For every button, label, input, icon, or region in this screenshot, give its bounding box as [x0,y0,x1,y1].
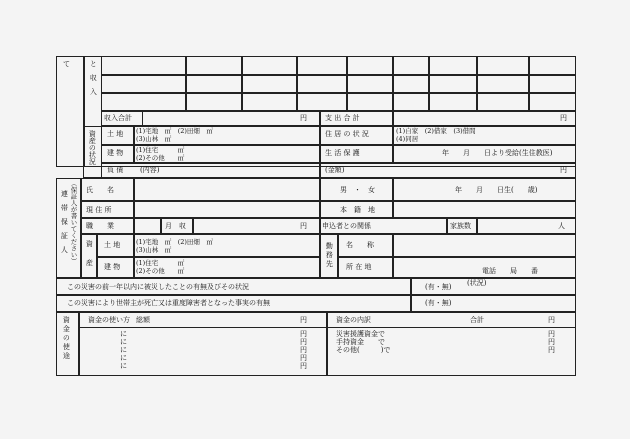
assets-building-options: (1)住宅 ㎡ (2)その他 ㎡ [136,146,185,163]
expense-total-divider [392,111,394,126]
question-1-divider [410,278,412,295]
funds-left-yen: 円 [300,338,307,346]
funds-right-row: 手持資金 で [336,338,385,346]
income-vertical-label: と収入 [89,60,98,102]
income-total-label: 収入合計 [104,114,132,122]
guarantor-family-person: 人 [558,222,565,230]
question-1-answer: (有・無) [425,283,452,291]
guarantor-birth: 年 月 日生( 歳) [455,186,538,194]
guarantor-relation-label: 申込者との関係 [322,222,371,230]
assets-label-divider [133,126,135,163]
guarantor-relation-divider [446,218,448,234]
assets-building-label: 建 物 [107,149,124,157]
guarantor-income-yen: 円 [300,222,307,230]
guarantor-address-label: 現 住 所 [86,206,112,214]
expense-total-yen: 円 [560,114,567,122]
guarantor-address-row [80,201,576,218]
funds-left-row: に [120,362,127,370]
funds-usage-label: 資金の使い方 [88,316,130,324]
guarantor-building-options: (1)住宅 ㎡ (2)その他 ㎡ [136,259,185,276]
guarantor-family-divider [476,218,478,234]
question-2-answer: (有・無) [425,299,452,307]
assets-land-label: 土 地 [107,130,124,138]
guarantor-work-name: 名 称 [346,241,374,249]
guarantor-domicile-label: 本 籍 地 [340,206,375,214]
debt-content: (内容) [140,166,160,174]
residence-options: (1)自家 (2)借家 (3)借間 (4)同居 [396,127,476,144]
funds-sum-label: 合計 [470,316,484,324]
funds-left-row: に [120,346,127,354]
income-side-label: て [63,60,70,68]
assets-land-options: (1)宅地 ㎡ (2)田畑 ㎡ (3)山林 ㎡ [136,127,213,144]
question-2-divider [410,295,412,312]
debt-label: 負 債 [107,166,124,174]
guarantor-assets-label: 資産 [85,240,94,278]
income-grid-col-4 [346,56,348,111]
welfare-value: 年 月 日より受給(生住教医) [442,149,553,157]
funds-right-yen: 円 [548,338,555,346]
income-total-yen: 円 [300,114,307,122]
income-grid-row-1 [101,74,576,76]
funds-right-yen: 円 [548,346,555,354]
funds-total-yen: 円 [300,316,307,324]
guarantor-work-addr: 所 在 地 [346,263,372,271]
guarantor-gender: 男 ・ 女 [340,186,375,194]
income-grid-col-8 [528,56,530,111]
assets-vertical-label: 資産の状況 [88,130,97,165]
residence-divider [392,126,394,163]
question-1-text: この災害の前一年以内に被災したことの有無及びその状況 [67,283,249,291]
funds-right-row: 災害援護資金で [336,330,385,338]
guarantor-job-label: 職 業 [86,222,114,230]
debt-yen: 円 [560,166,567,174]
income-grid-col-6 [428,56,430,111]
funds-left-row: に [120,338,127,346]
guarantor-assets-row-divider [96,256,319,258]
guarantor-income-label: 月 収 [165,222,186,230]
income-grid-col-5 [392,56,394,111]
guarantor-assets-label-divider [133,234,135,278]
funds-right-row: その他( )で [336,346,391,354]
funds-left-row: に [120,330,127,338]
guarantor-phone: 電話 局 番 [482,267,538,275]
residence-label: 住 居 の 状 況 [325,130,369,138]
income-grid [101,56,576,111]
welfare-label: 生 活 保 護 [325,149,360,157]
question-1-status: (状況) [467,279,487,287]
guarantor-land-label: 土 地 [104,241,121,249]
funds-vertical-label: 資金の使途 [62,316,71,361]
funds-left-row: に [120,354,127,362]
guarantor-income-divider [192,218,194,234]
guarantor-work-label: 勤務先 [325,242,334,269]
guarantor-vertical-label: 連帯保証人 [60,190,69,260]
guarantor-work-divider [319,234,321,278]
guarantor-work-row-divider [337,256,576,258]
expense-total-label: 支 出 合 計 [325,114,360,122]
guarantor-note: （保証人が書いてください） [69,180,78,265]
funds-left-yen: 円 [300,330,307,338]
income-grid-col-2 [241,56,243,111]
funds-total-label: 総額 [136,316,150,324]
guarantor-family-label: 家族数 [450,222,471,230]
guarantor-name-label: 氏 名 [86,186,114,194]
funds-breakdown-label: 資金の内訳 [336,316,371,324]
funds-mid-divider [326,312,328,376]
guarantor-job-divider [160,218,162,234]
income-grid-col-3 [296,56,298,111]
question-2-text: この災害により世帯主が死亡又は重度障害者となった事実の有無 [67,299,270,307]
funds-right-yen: 円 [548,330,555,338]
income-total-divider [319,111,321,126]
funds-left-yen: 円 [300,362,307,370]
funds-left-yen: 円 [300,354,307,362]
guarantor-land-options: (1)宅地 ㎡ (2)田畑 ㎡ (3)山林 ㎡ [136,238,213,255]
funds-left-yen: 円 [300,346,307,354]
income-grid-row-2 [101,92,576,94]
funds-sum-yen: 円 [548,316,555,324]
income-grid-col-1 [185,56,187,111]
debt-amount: (金額) [325,166,345,174]
guarantor-building-label: 建 物 [104,263,121,271]
guarantor-work-value-divider [392,234,394,278]
income-grid-col-7 [476,56,478,111]
